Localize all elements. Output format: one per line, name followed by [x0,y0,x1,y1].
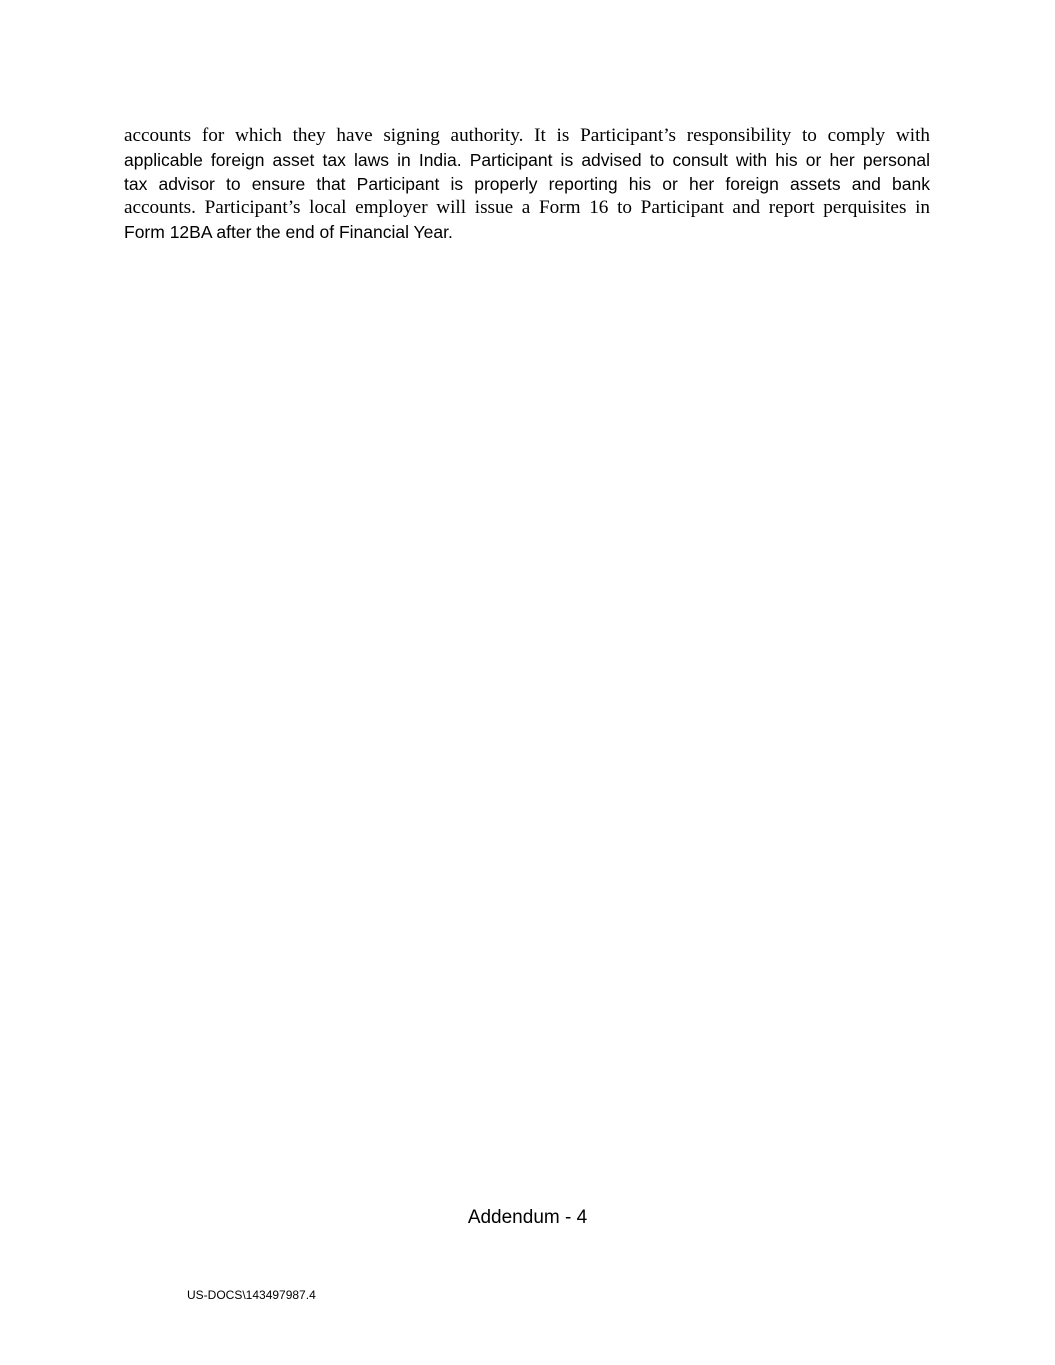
paragraph-line-5: Form 12BA after the end of Financial Year. [124,222,453,242]
body-paragraph [124,124,930,244]
paragraph-line-2: applicable foreign asset tax laws in India. Participant is advised to consult with his or her personal [124,150,930,170]
paragraph-line-4: accounts. Participant’s local employer will issue a Form 16 to Participant and report perquisites in [124,197,930,218]
document-id: US-DOCS\143497987.4 [187,1288,316,1302]
paragraph-line-3: tax advisor to ensure that Participant is properly reporting his or her foreign assets and bank [124,174,930,194]
paragraph-line-1: accounts for which they have signing authority. It is Participant’s responsibility to comply with [124,125,930,146]
page-number-label: Addendum - 4 [467,1207,588,1228]
